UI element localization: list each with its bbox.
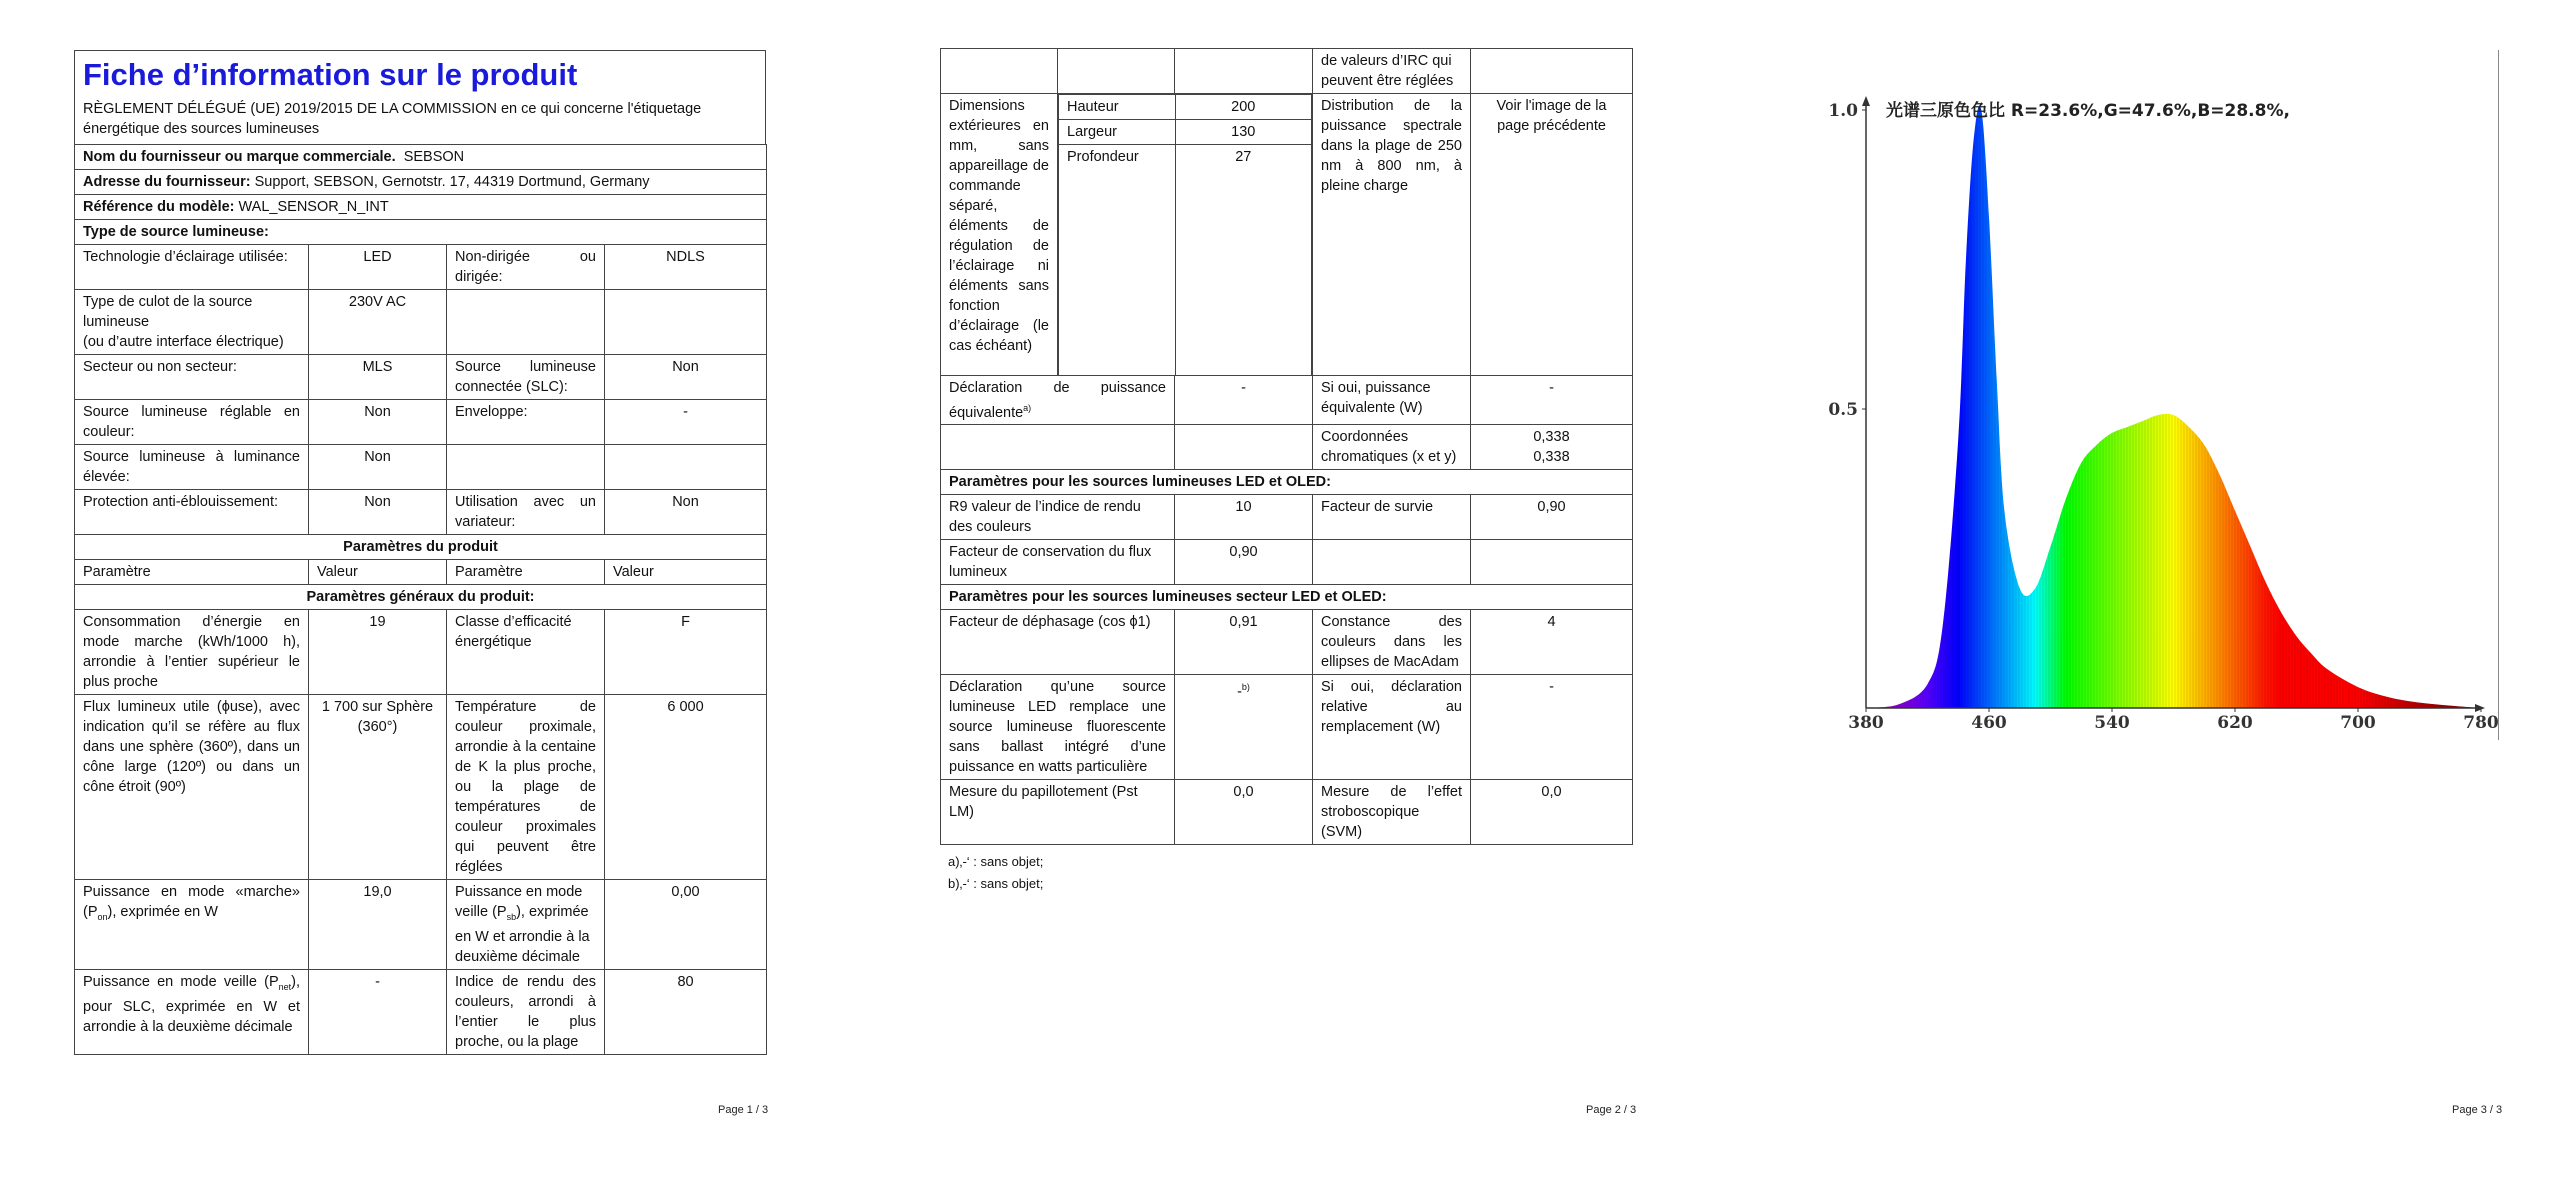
- table-row: [941, 495, 1633, 540]
- directional-value: NDLS: [605, 245, 767, 290]
- address-label: Adresse du fournisseur:: [83, 174, 251, 190]
- footnote-b: b)‚-‘ : sans objet;: [948, 876, 1044, 892]
- on-power-label: Puissance en mode «marche» $(P_{on})$, exprimée en W: [75, 880, 309, 970]
- page-3-footer: Page 3 / 3: [2452, 1104, 2503, 1116]
- networked-label: Puissance en mode veille $(P_{net})$, pour SLC, exprimée en W et arrondie à la deuxième décimale: [75, 969, 309, 1054]
- depth-value: 27: [1175, 145, 1311, 375]
- standby-value: 0,00: [605, 880, 767, 970]
- regulation-text: RÈGLEMENT DÉLÉGUÉ (UE) 2019/2015 DE LA COMMISSION en ce qui concerne l'étiquetage énergétique des sources lumineuses: [83, 101, 702, 137]
- height-value: 200: [1175, 95, 1311, 120]
- efficiency-label: Classe d’efficacité énergétique: [447, 610, 605, 695]
- strobo-value: 0,0: [1471, 780, 1633, 845]
- table-row: [941, 540, 1633, 585]
- maintenance-label: Facteur de conservation du flux lumineux: [941, 540, 1175, 585]
- product-params-heading: Paramètres du produit: [75, 535, 767, 560]
- macadam-value: 4: [1471, 610, 1633, 675]
- standby-label: Puissance en mode veille $(P_{sb})$, exprimée en W et arrondie à la deuxième décimale: [447, 880, 605, 970]
- flicker-value: 0,0: [1175, 780, 1313, 845]
- col-param-2: Paramètre: [447, 560, 605, 585]
- replace-power-label: Si oui, déclaration relative au remplacement (W): [1313, 675, 1471, 780]
- x-tick-label: 620: [2217, 713, 2253, 733]
- page-2: [940, 48, 1632, 895]
- address-row: [75, 170, 767, 195]
- table-row: [75, 610, 767, 695]
- table-row: [75, 969, 767, 1054]
- spectral-value: Voir l'image de la page précédente: [1471, 94, 1633, 376]
- page-3: [1826, 50, 2499, 740]
- y-tick-label: 0.5: [1828, 400, 1858, 420]
- chroma-x: 0,338: [1533, 429, 1570, 446]
- phase-label: Facteur de déphasage (cos ϕ1): [941, 610, 1175, 675]
- col-value-1: Valeur: [309, 560, 447, 585]
- table-row: [941, 94, 1633, 376]
- supplier-row: [75, 145, 767, 170]
- connected-value: Non: [605, 355, 767, 400]
- dimmer-value: Non: [605, 490, 767, 535]
- page-2-footer: Page 2 / 3: [1586, 1104, 1637, 1116]
- x-tick-label: 700: [2340, 713, 2376, 733]
- general-params-heading: Paramètres généraux du produit:: [75, 585, 767, 610]
- col-param-1: Paramètre: [75, 560, 309, 585]
- glare-value: Non: [309, 490, 447, 535]
- product-info-table: [74, 144, 767, 1055]
- high-lum-value: Non: [309, 445, 447, 490]
- y-axis-arrow: [1862, 96, 1870, 106]
- width-label: Largeur: [1059, 120, 1176, 145]
- dims-subtable: [1058, 94, 1312, 375]
- source-type-heading: Type de source lumineuse:: [75, 220, 767, 245]
- y-tick-label: 1.0: [1828, 101, 1858, 121]
- envelope-label: Enveloppe:: [447, 400, 605, 445]
- x-tick-label: 780: [2463, 713, 2498, 733]
- x-axis-arrow: [2475, 704, 2485, 712]
- supplier-label: Nom du fournisseur ou marque commerciale.: [83, 149, 396, 165]
- on-power-value: 19,0: [309, 880, 447, 970]
- page-1-footer: Page 1 / 3: [718, 1104, 769, 1116]
- table-row: [941, 49, 1633, 94]
- cri-cont: de valeurs d’IRC qui peuvent être réglées: [1313, 49, 1471, 94]
- high-lum-label: Source lumineuse à luminance élevée:: [75, 445, 309, 490]
- spectrum-area: [1866, 106, 2481, 708]
- cri-label: Indice de rendu des couleurs, arrondi à l’entier le plus proche, ou la plage: [447, 969, 605, 1054]
- equiv-power-value: -: [1471, 375, 1633, 425]
- address-value: Support, SEBSON, Gernotstr. 17, 44319 Dortmund, Germany: [254, 174, 650, 190]
- table-row: [75, 695, 767, 880]
- equiv-value: -: [1175, 375, 1313, 425]
- table-row: [941, 610, 1633, 675]
- colour-tunable-label: Source lumineuse réglable en couleur:: [75, 400, 309, 445]
- table-row: [75, 400, 767, 445]
- supplier-value: SEBSON: [403, 149, 465, 165]
- footnote-a: a)‚-‘ : sans objet;: [948, 854, 1044, 870]
- led-heading: Paramètres pour les sources lumineuses LED et OLED:: [941, 470, 1633, 495]
- table-row: [941, 675, 1633, 780]
- product-info-table-cont: [940, 48, 1633, 845]
- glare-label: Protection anti-éblouissement:: [75, 490, 309, 535]
- page-title: Fiche d’information sur le produit: [83, 57, 578, 92]
- height-label: Hauteur: [1059, 95, 1176, 120]
- chroma-label: Coordonnées chromatiques (x et y): [1313, 425, 1471, 470]
- cct-value: 6 000: [605, 695, 767, 880]
- cap-label: Type de culot de la source lumineuse: [83, 294, 253, 330]
- table-row: [941, 375, 1633, 425]
- model-value: WAL_SENSOR_N_INT: [238, 199, 389, 215]
- connected-label: Source lumineuse connectée (SLC):: [447, 355, 605, 400]
- dims-label: Dimensions extérieures en mm, sans appareillage de commande séparé, éléments de régulation de l’éclairage ni éléments sans fonction d’éclairage (le cas échéant): [941, 94, 1058, 376]
- mains-heading: Paramètres pour les sources lumineuses secteur LED et OLED:: [941, 585, 1633, 610]
- directional-label: Non-dirigée ou dirigée:: [447, 245, 605, 290]
- spectrum-chart: [1826, 50, 2498, 740]
- column-header-row: [75, 560, 767, 585]
- mains-value: MLS: [309, 355, 447, 400]
- chart-title: 光谱三原色色比 R=23.6%,G=47.6%,B=28.8%,: [1886, 101, 2290, 121]
- tech-value: LED: [309, 245, 447, 290]
- equiv-power-label: Si oui, puissance équivalente (W): [1313, 375, 1471, 425]
- footnotes: [940, 851, 1632, 895]
- equiv-label: Déclaration de puissance équivalente$^{a)}$: [941, 375, 1175, 425]
- cap-label-2: (ou d’autre interface électrique): [83, 334, 284, 350]
- x-tick-label: 460: [1971, 713, 2007, 733]
- replace-value: -$^{b)}$: [1175, 675, 1313, 780]
- colour-tunable-value: Non: [309, 400, 447, 445]
- dimmer-label: Utilisation avec un variateur:: [447, 490, 605, 535]
- energy-label: Consommation d’énergie en mode marche (kWh/1000 h), arrondie à l’entier supérieur le plus proche: [75, 610, 309, 695]
- col-value-2: Valeur: [605, 560, 767, 585]
- flicker-label: Mesure du papillotement (Pst LM): [941, 780, 1175, 845]
- table-row: [75, 880, 767, 970]
- energy-value: 19: [309, 610, 447, 695]
- r9-label: R9 valeur de l’indice de rendu des couleurs: [941, 495, 1175, 540]
- table-row: [941, 425, 1633, 470]
- tech-label: Technologie d’éclairage utilisée:: [75, 245, 309, 290]
- title-block: [74, 50, 766, 144]
- mains-label: Secteur ou non secteur:: [75, 355, 309, 400]
- flux-label: Flux lumineux utile (ϕuse), avec indication qu’il se réfère au flux dans une sphère (360º), dans un cône large (120º) ou dans un cône étroit (90º): [75, 695, 309, 880]
- chroma-y: 0,338: [1533, 449, 1570, 466]
- cct-label: Température de couleur proximale, arrondie à la centaine de K la plus proche, ou la plage de températures de couleur proximales qui peuvent être réglées: [447, 695, 605, 880]
- strobo-label: Mesure de l’effet stroboscopique (SVM): [1313, 780, 1471, 845]
- width-value: 130: [1175, 120, 1311, 145]
- table-row: [75, 445, 767, 490]
- table-row: [941, 780, 1633, 845]
- envelope-value: -: [605, 400, 767, 445]
- cri-value: 80: [605, 969, 767, 1054]
- efficiency-value: F: [605, 610, 767, 695]
- model-row: [75, 195, 767, 220]
- table-row: [75, 245, 767, 290]
- macadam-label: Constance des couleurs dans les ellipses de MacAdam: [1313, 610, 1471, 675]
- r9-value: 10: [1175, 495, 1313, 540]
- table-row: [75, 490, 767, 535]
- table-row: [75, 355, 767, 400]
- maintenance-value: 0,90: [1175, 540, 1313, 585]
- survival-label: Facteur de survie: [1313, 495, 1471, 540]
- x-tick-label: 540: [2094, 713, 2130, 733]
- model-label: Référence du modèle:: [83, 199, 235, 215]
- x-tick-label: 380: [1848, 713, 1884, 733]
- flux-value: 1 700 sur Sphère (360°): [309, 695, 447, 880]
- replace-label: Déclaration qu’une source lumineuse LED remplace une source lumineuse fluorescente sans ballast intégré d’une puissance en watts particulière: [941, 675, 1175, 780]
- cap-value: 230V AC: [309, 290, 447, 355]
- depth-label: Profondeur: [1059, 145, 1176, 375]
- replace-power-value: -: [1471, 675, 1633, 780]
- survival-value: 0,90: [1471, 495, 1633, 540]
- page-1: [74, 50, 766, 1055]
- table-row: [75, 290, 767, 355]
- networked-value: -: [309, 969, 447, 1054]
- phase-value: 0,91: [1175, 610, 1313, 675]
- spectral-label: Distribution de la puissance spectrale dans la plage de 250 nm à 800 nm, à pleine charge: [1313, 94, 1471, 376]
